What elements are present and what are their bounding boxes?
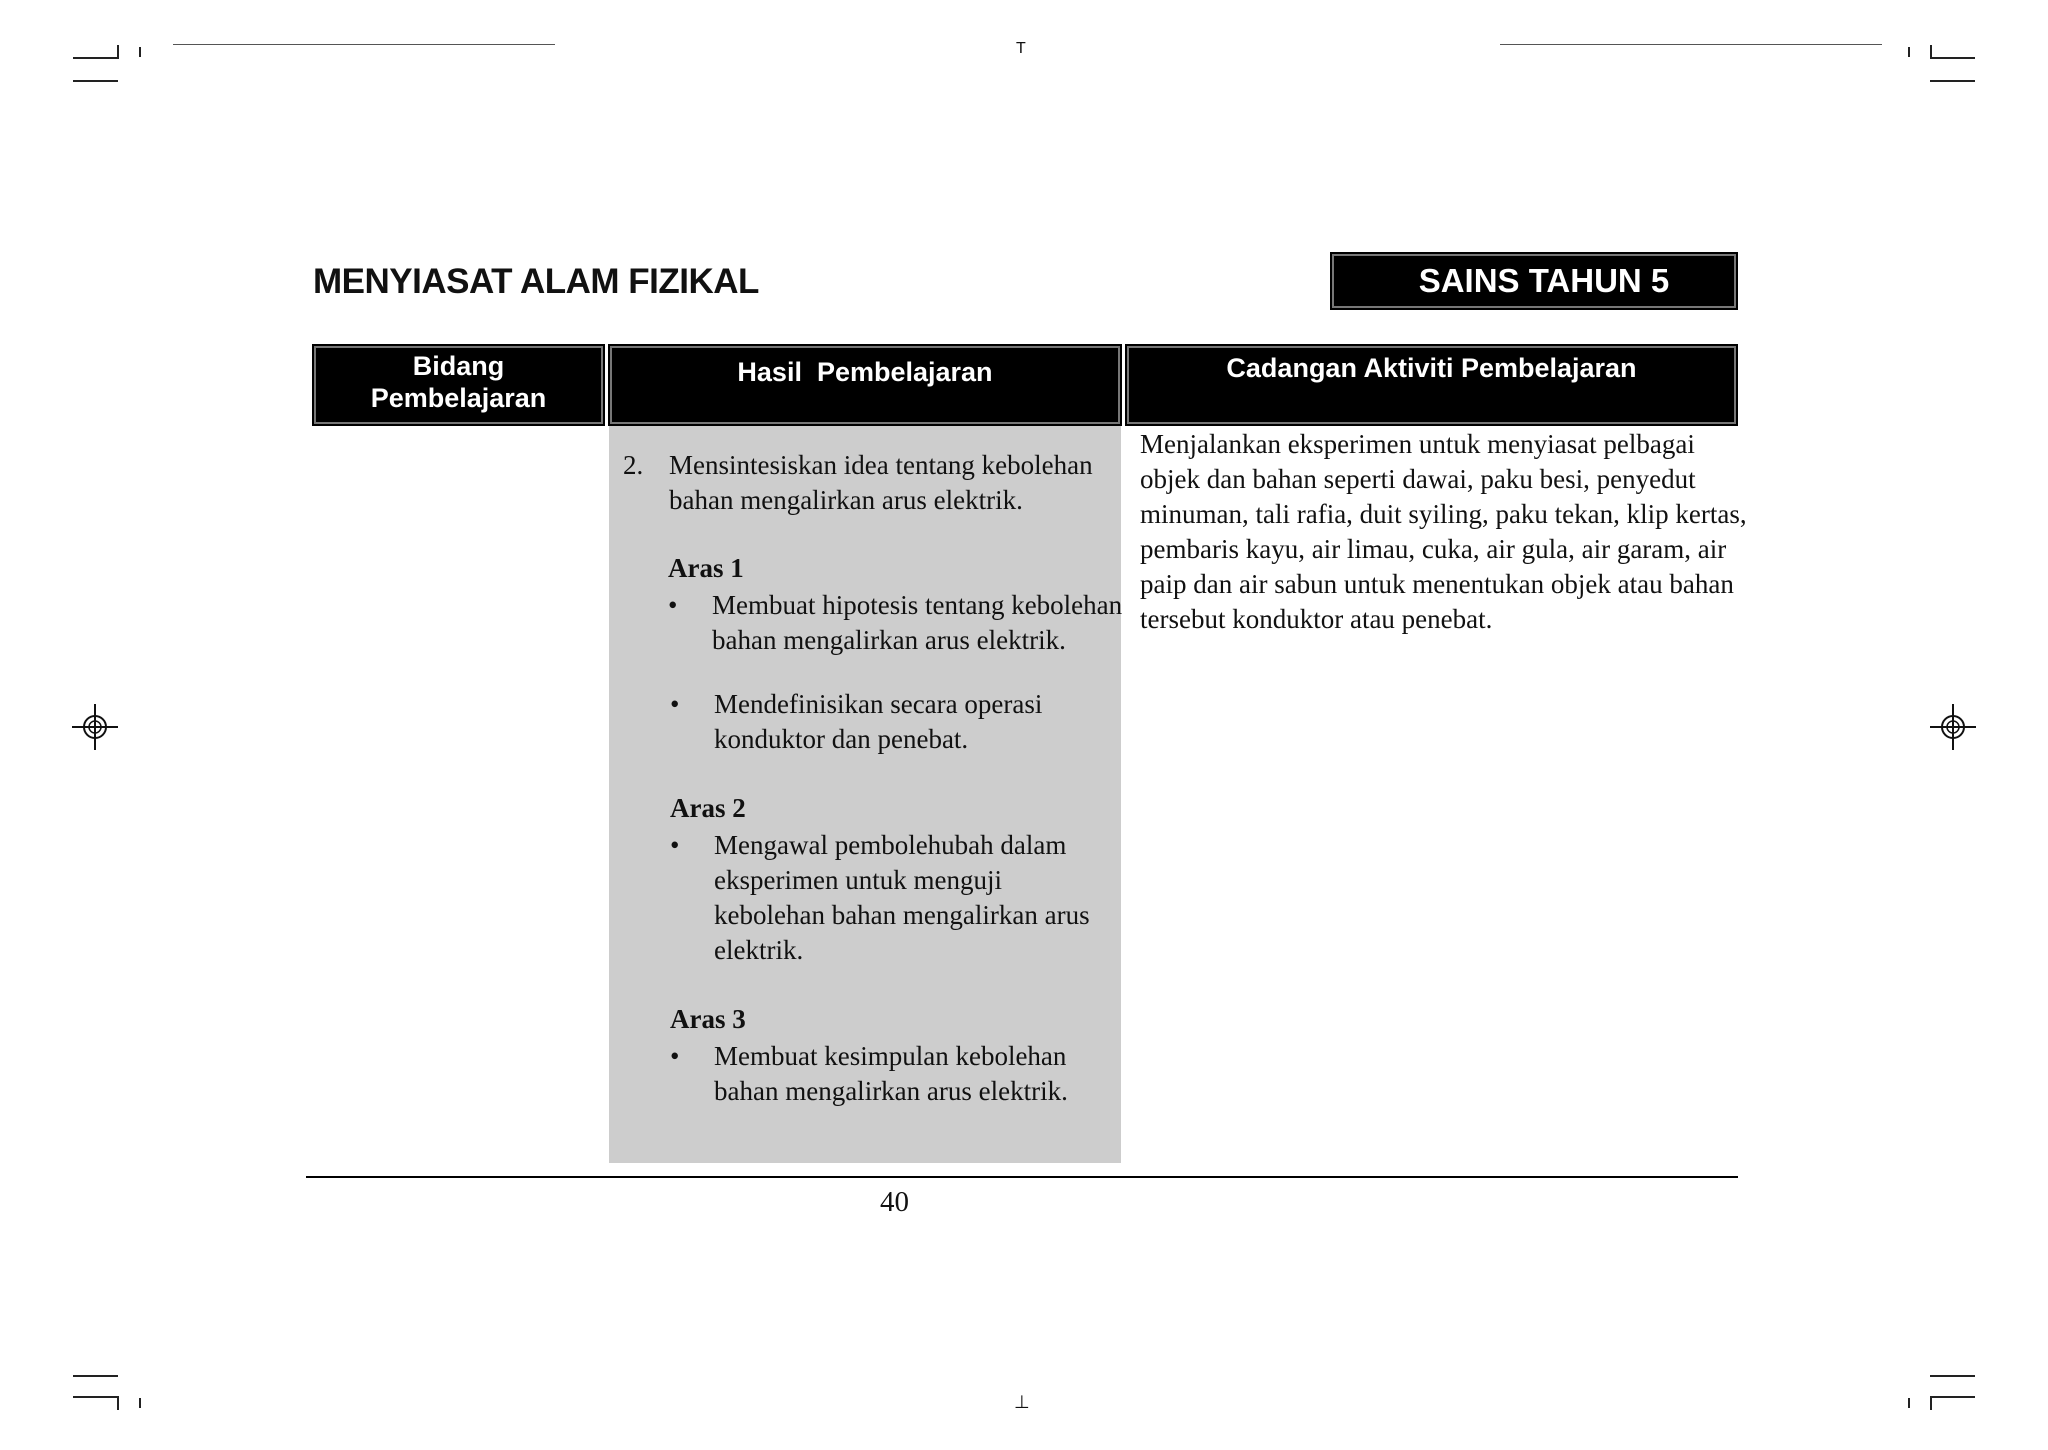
section-title: MENYIASAT ALAM FIZIKAL (313, 262, 759, 301)
level-label: Aras 3 (670, 1004, 746, 1034)
page-number: 40 (880, 1186, 909, 1218)
level-label: Aras 1 (668, 553, 744, 583)
bullet-icon: • (668, 590, 678, 620)
subject-badge-label: SAINS TAHUN 5 (1418, 262, 1670, 299)
footer-mark: ⊥ (1014, 1392, 1030, 1413)
bullet-icon: • (670, 689, 680, 719)
bullet-icon: • (670, 1041, 680, 1071)
level-bullet (668, 588, 1136, 658)
level-bullet (670, 1039, 1094, 1109)
level-bullet (670, 687, 1134, 757)
registration-mark-right-icon (1930, 704, 1976, 750)
bullet-text: Mengawal pembolehubah dalam eksperimen untuk menguji kebolehan bahan mengalirkan arus elektrik. (714, 830, 1090, 965)
bullet-icon: • (670, 830, 680, 860)
bullet-text: Membuat kesimpulan kebolehan bahan mengalirkan arus elektrik. (714, 1041, 1068, 1106)
outcome-text: Mensintesiskan idea tentang kebolehan bahan mengalirkan arus elektrik. (669, 450, 1093, 515)
registration-mark-left-icon (72, 704, 118, 750)
header-bidang-line1: Bidang (412, 351, 505, 381)
subject-badge (1330, 252, 1738, 310)
suggested-activity-text: Menjalankan eksperimen untuk menyiasat pelbagai objek dan bahan seperti dawai, paku besi, penyedut minuman, tali rafia, duit syiling, paku tekan, klip kertas, pembaris kayu, air limau, cuka, air gula, air garam, air paip dan air sabun untuk menentukan objek atau bahan tersebut konduktor atau penebat. (1140, 429, 1747, 634)
header-mark: T (1016, 40, 1026, 57)
header-bidang-line2: Pembelajaran (370, 383, 547, 413)
bullet-text: Membuat hipotesis tentang kebolehan bahan mengalirkan arus elektrik. (712, 590, 1136, 655)
header-hasil-pembelajaran (608, 344, 1122, 426)
bullet-text: Mendefinisikan secara operasi konduktor dan penebat. (714, 689, 1043, 754)
header-cadangan-aktiviti (1125, 344, 1738, 426)
header-cadangan-label: Cadangan Aktiviti Pembelajaran (1226, 353, 1637, 383)
level-label: Aras 2 (670, 793, 746, 823)
header-hasil-label: Hasil Pembelajaran (737, 357, 993, 387)
level-bullet (670, 828, 1104, 968)
outcome-number: 2. (623, 450, 644, 480)
footer-rule (306, 1176, 1738, 1178)
header-bidang-pembelajaran (312, 344, 605, 426)
